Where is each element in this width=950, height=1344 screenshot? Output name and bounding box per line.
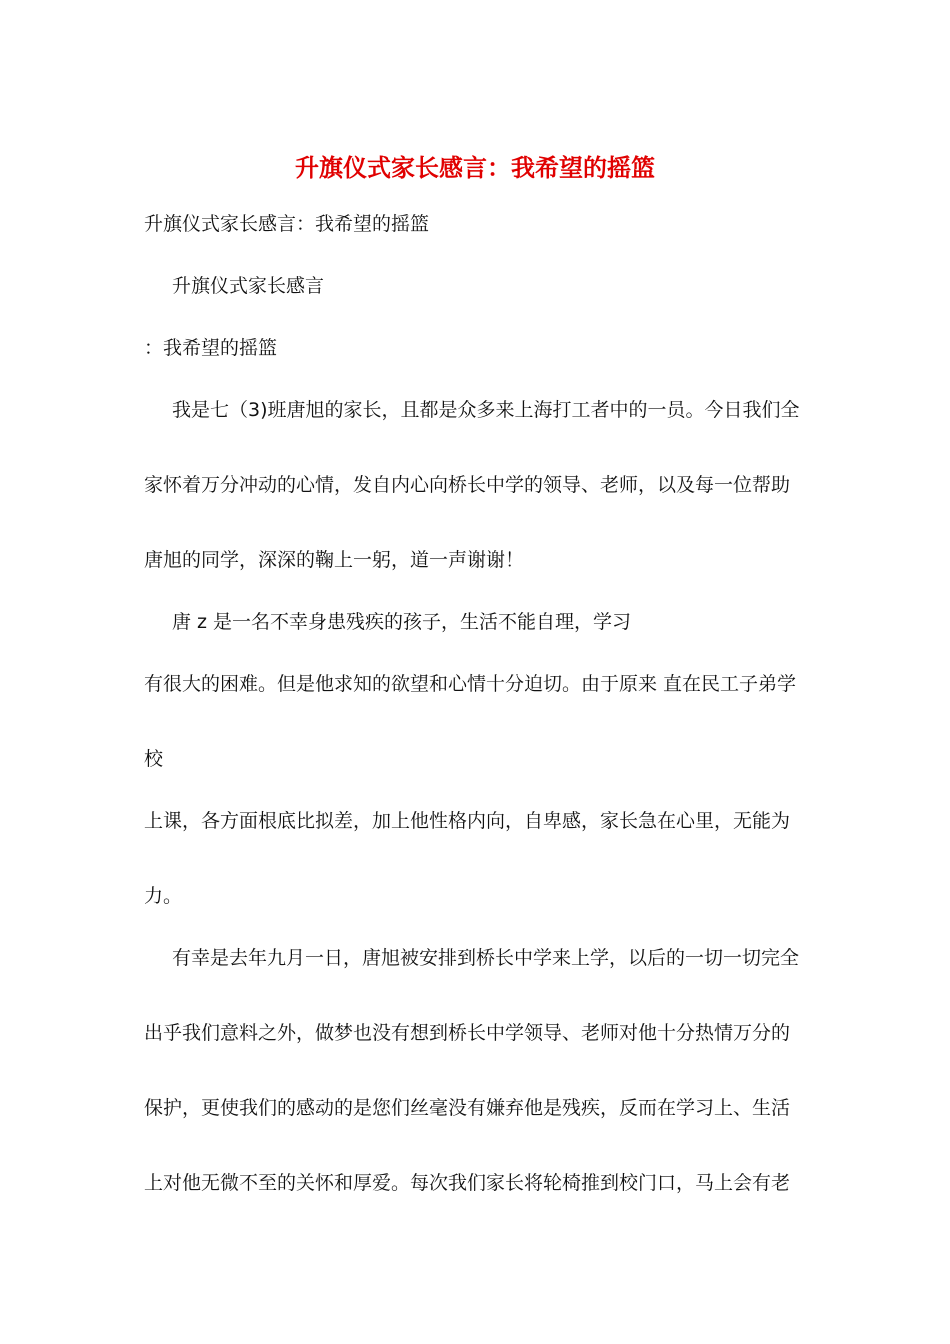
paragraph-line-7: 唐 z 是一名不幸身患残疾的孩子，生活不能自理，学习 [172,611,632,633]
paragraph-line-11: 力。 [144,885,183,907]
paragraph-line-4: 我是七（3)班唐旭的家长，且都是众多来上海打工者中的一员。今日我们全 [172,399,800,421]
paragraph-line-10: 上课，各方面根底比拟差，加上他性格内向，自卑感，家长急在心里，无能为 [144,810,791,832]
paragraph-line-3: ：我希望的摇篮 [144,337,278,359]
paragraph-line-6: 唐旭的同学，深深的鞠上一躬，道一声谢谢！ [144,549,525,571]
paragraph-line-13: 出乎我们意料之外，做梦也没有想到桥长中学领导、老师对他十分热情万分的 [144,1022,791,1044]
paragraph-line-12: 有幸是去年九月一日，唐旭被安排到桥长中学来上学，以后的一切一切完全 [172,947,800,969]
paragraph-line-5: 家怀着万分冲动的心情，发自内心向桥长中学的领导、老师，以及每一位帮助 [144,474,791,496]
paragraph-line-9: 校 [144,748,164,770]
paragraph-line-1: 升旗仪式家长感言：我希望的摇篮 [144,213,430,235]
paragraph-line-2: 升旗仪式家长感言 [172,275,325,297]
paragraph-line-8: 有很大的困难。但是他求知的欲望和心情十分迫切。由于原来 直在民工子弟学 [144,673,797,695]
document-title: 升旗仪式家长感言：我希望的摇篮 [295,153,655,182]
paragraph-line-15: 上对他无微不至的关怀和厚爱。每次我们家长将轮椅推到校门口，马上会有老 [144,1172,791,1194]
paragraph-line-14: 保护，更使我们的感动的是您们丝毫没有嫌弃他是残疾，反而在学习上、生活 [144,1097,791,1119]
